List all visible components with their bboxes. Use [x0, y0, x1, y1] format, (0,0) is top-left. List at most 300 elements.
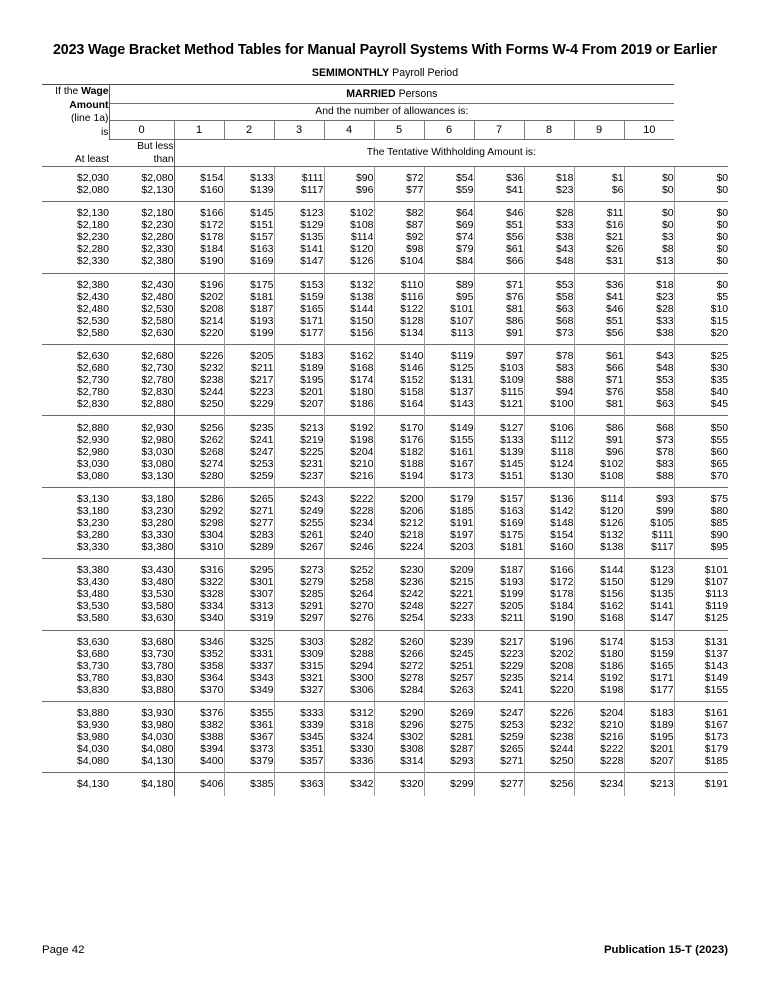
cell-withholding-amount-0: $352	[200, 647, 224, 660]
cell-withholding-amount-3: $138	[324, 291, 374, 303]
cell-withholding-amount-10: $45	[674, 398, 728, 416]
cell-withholding-amount-9: $129	[624, 576, 674, 588]
cell-withholding-amount-2: $291	[274, 600, 324, 612]
cell-withholding-amount-5: $251	[424, 660, 474, 672]
cell-withholding-amount-1: $361	[224, 719, 274, 731]
table-row	[42, 219, 728, 231]
cell-at-least: $2,980	[76, 445, 109, 458]
cell-withholding-amount-5: $161	[424, 446, 474, 458]
cell-withholding-amount-3: $234	[324, 517, 374, 529]
cell-withholding-amount-5: $131	[424, 374, 474, 386]
cell-withholding-amount-3: $246	[324, 541, 374, 559]
cell-withholding-amount-4: $146	[374, 362, 424, 374]
cell-at-least: $3,430	[76, 576, 109, 589]
cell-withholding-amount-7: $202	[524, 648, 574, 660]
cell-withholding-amount-2: $195	[274, 374, 324, 386]
table-header-section	[42, 85, 728, 167]
cell-withholding-amount-5: $257	[424, 672, 474, 684]
cell-withholding-amount-8: $31	[574, 255, 624, 273]
cell-withholding-amount-6: $97	[474, 345, 524, 362]
cell-withholding-amount-9: $105	[624, 517, 674, 529]
cell-withholding-amount-10: $107	[674, 576, 728, 588]
cell-withholding-amount-3: $276	[324, 612, 374, 630]
cell-withholding-amount-4: $212	[374, 517, 424, 529]
cell-withholding-amount-3: $144	[324, 303, 374, 315]
cell-withholding-amount-7: $214	[524, 672, 574, 684]
cell-but-less-than: $2,330	[109, 243, 174, 255]
cell-withholding-amount-1: $295	[224, 559, 274, 576]
cell-withholding-amount-7: $244	[524, 743, 574, 755]
cell-withholding-amount-8: $102	[574, 458, 624, 470]
cell-withholding-amount-9: $18	[624, 274, 674, 291]
cell-withholding-amount-9: $141	[624, 600, 674, 612]
cell-withholding-amount-2: $201	[274, 386, 324, 398]
table-row	[42, 631, 728, 648]
cell-withholding-amount-5: $64	[424, 202, 474, 219]
cell-withholding-amount-8: $120	[574, 505, 624, 517]
cell-withholding-amount-9: $38	[624, 327, 674, 345]
cell-but-less-than: $4,080	[109, 743, 174, 755]
cell-withholding-amount-2: $135	[274, 231, 324, 243]
cell-withholding-amount-7: $196	[524, 631, 574, 648]
cell-withholding-amount-6: $247	[474, 702, 524, 719]
cell-withholding-amount-10: $173	[674, 731, 728, 743]
cell-withholding-amount-8: $91	[574, 434, 624, 446]
cell-withholding-amount-3: $108	[324, 219, 374, 231]
cell-withholding-amount-6: $139	[474, 446, 524, 458]
cell-withholding-amount-5: $119	[424, 345, 474, 362]
cell-at-least: $4,130	[76, 778, 109, 791]
cell-withholding-amount-4: $242	[374, 588, 424, 600]
cell-withholding-amount-7: $38	[524, 231, 574, 243]
cell-but-less-than: $2,830	[109, 386, 174, 398]
cell-withholding-amount-9: $53	[624, 374, 674, 386]
cell-withholding-amount-4: $170	[374, 416, 424, 433]
cell-withholding-amount-2: $327	[274, 684, 324, 702]
cell-withholding-amount-1: $175	[224, 274, 274, 291]
filing-status-header	[109, 85, 674, 104]
cell-withholding-amount-9: $213	[624, 773, 674, 795]
table-row	[42, 719, 728, 731]
cell-withholding-amount-7: $148	[524, 517, 574, 529]
wage-header-line1-bold: Wage Amount	[69, 86, 109, 111]
cell-at-least: $2,630	[76, 350, 109, 363]
table-row	[42, 529, 728, 541]
cell-but-less-than: $2,380	[109, 255, 174, 273]
cell-withholding-amount-2: $339	[274, 719, 324, 731]
than-label: than	[153, 153, 174, 165]
cell-at-least: $3,130	[76, 492, 109, 505]
cell-withholding-amount-8: $156	[574, 588, 624, 600]
cell-withholding-amount-8: $76	[574, 386, 624, 398]
cell-withholding-amount-9: $177	[624, 684, 674, 702]
cell-withholding-amount-5: $59	[424, 184, 474, 202]
cell-withholding-amount-0: $328	[200, 588, 224, 601]
cell-at-least: $2,730	[76, 374, 109, 387]
cell-withholding-amount-3: $270	[324, 600, 374, 612]
cell-withholding-amount-1: $367	[224, 731, 274, 743]
cell-withholding-amount-7: $118	[524, 446, 574, 458]
cell-withholding-amount-1: $253	[224, 458, 274, 470]
cell-withholding-amount-8: $6	[574, 184, 624, 202]
cell-withholding-amount-1: $289	[224, 541, 274, 559]
cell-at-least: $3,980	[76, 731, 109, 744]
cell-withholding-amount-8: $186	[574, 660, 624, 672]
cell-withholding-amount-6: $145	[474, 458, 524, 470]
cell-withholding-amount-9: $153	[624, 631, 674, 648]
cell-withholding-amount-9: $201	[624, 743, 674, 755]
cell-withholding-amount-2: $147	[274, 255, 324, 273]
cell-withholding-amount-3: $252	[324, 559, 374, 576]
cell-but-less-than: $2,930	[109, 416, 174, 433]
cell-withholding-amount-5: $173	[424, 470, 474, 488]
cell-withholding-amount-9: $23	[624, 291, 674, 303]
cell-withholding-amount-2: $351	[274, 743, 324, 755]
cell-withholding-amount-8: $41	[574, 291, 624, 303]
cell-withholding-amount-0: $208	[200, 302, 224, 315]
cell-withholding-amount-0: $376	[200, 707, 224, 720]
cell-withholding-amount-6: $253	[474, 719, 524, 731]
table-row	[42, 541, 728, 559]
cell-withholding-amount-7: $190	[524, 612, 574, 630]
cell-withholding-amount-6: $133	[474, 434, 524, 446]
cell-withholding-amount-4: $116	[374, 291, 424, 303]
table-row	[42, 243, 728, 255]
cell-withholding-amount-2: $153	[274, 274, 324, 291]
cell-withholding-amount-1: $271	[224, 505, 274, 517]
cell-withholding-amount-4: $194	[374, 470, 424, 488]
cell-withholding-amount-10: $137	[674, 648, 728, 660]
cell-withholding-amount-5: $191	[424, 517, 474, 529]
table-row	[42, 505, 728, 517]
at-least-label: At least	[75, 153, 109, 165]
cell-at-least: $3,780	[76, 671, 109, 684]
cell-withholding-amount-9: $159	[624, 648, 674, 660]
page-title: 2023 Wage Bracket Method Tables for Manual Payroll Systems With Forms W-4 From 2019 or Earlier	[53, 42, 717, 58]
allowance-col-0: 0	[109, 121, 174, 140]
cell-but-less-than: $2,880	[109, 398, 174, 416]
cell-withholding-amount-4: $140	[374, 345, 424, 362]
cell-withholding-amount-8: $11	[574, 202, 624, 219]
cell-withholding-amount-3: $228	[324, 505, 374, 517]
cell-withholding-amount-5: $233	[424, 612, 474, 630]
cell-withholding-amount-4: $92	[374, 231, 424, 243]
table-row	[42, 702, 728, 719]
cell-withholding-amount-10: $191	[674, 773, 728, 795]
cell-withholding-amount-10: $161	[674, 702, 728, 719]
cell-withholding-amount-2: $273	[274, 559, 324, 576]
table-row	[42, 559, 728, 576]
cell-withholding-amount-7: $154	[524, 529, 574, 541]
cell-withholding-amount-6: $76	[474, 291, 524, 303]
cell-withholding-amount-3: $318	[324, 719, 374, 731]
cell-withholding-amount-0: $160	[200, 184, 224, 197]
cell-withholding-amount-8: $61	[574, 345, 624, 362]
cell-withholding-amount-3: $126	[324, 255, 374, 273]
table-row	[42, 315, 728, 327]
cell-withholding-amount-7: $88	[524, 374, 574, 386]
cell-but-less-than: $3,930	[109, 702, 174, 719]
cell-but-less-than: $2,680	[109, 345, 174, 362]
cell-withholding-amount-0: $202	[200, 290, 224, 303]
table-row	[42, 327, 728, 345]
allowances-label: And the number of allowances is:	[109, 103, 674, 120]
cell-but-less-than: $2,980	[109, 434, 174, 446]
cell-at-least: $3,580	[76, 612, 109, 625]
table-row	[42, 362, 728, 374]
cell-withholding-amount-0: $292	[200, 504, 224, 517]
cell-withholding-amount-2: $207	[274, 398, 324, 416]
table-row	[42, 576, 728, 588]
cell-withholding-amount-2: $249	[274, 505, 324, 517]
cell-withholding-amount-9: $165	[624, 660, 674, 672]
cell-withholding-amount-7: $130	[524, 470, 574, 488]
cell-but-less-than: $4,030	[109, 731, 174, 743]
cell-withholding-amount-3: $102	[324, 202, 374, 219]
cell-withholding-amount-4: $134	[374, 327, 424, 345]
cell-withholding-amount-6: $181	[474, 541, 524, 559]
cell-withholding-amount-0: $250	[200, 398, 224, 411]
cell-withholding-amount-8: $138	[574, 541, 624, 559]
cell-withholding-amount-5: $275	[424, 719, 474, 731]
cell-withholding-amount-10: $85	[674, 517, 728, 529]
cell-withholding-amount-1: $169	[224, 255, 274, 273]
cell-withholding-amount-9: $93	[624, 488, 674, 505]
cell-withholding-amount-5: $125	[424, 362, 474, 374]
cell-withholding-amount-6: $51	[474, 219, 524, 231]
cell-at-least: $2,230	[76, 231, 109, 244]
wage-header-line1-pre: If the	[55, 86, 82, 97]
cell-withholding-amount-5: $239	[424, 631, 474, 648]
cell-withholding-amount-2: $279	[274, 576, 324, 588]
cell-withholding-amount-1: $265	[224, 488, 274, 505]
page-footer	[42, 944, 728, 956]
cell-withholding-amount-4: $82	[374, 202, 424, 219]
cell-withholding-amount-2: $303	[274, 631, 324, 648]
cell-withholding-amount-7: $136	[524, 488, 574, 505]
cell-withholding-amount-2: $129	[274, 219, 324, 231]
cell-withholding-amount-4: $206	[374, 505, 424, 517]
allowance-col-7: 7	[474, 121, 524, 140]
cell-withholding-amount-4: $188	[374, 458, 424, 470]
cell-withholding-amount-1: $343	[224, 672, 274, 684]
cell-withholding-amount-2: $237	[274, 470, 324, 488]
cell-withholding-amount-8: $144	[574, 559, 624, 576]
cell-withholding-amount-1: $337	[224, 660, 274, 672]
cell-withholding-amount-3: $192	[324, 416, 374, 433]
cell-withholding-amount-1: $229	[224, 398, 274, 416]
cell-withholding-amount-1: $187	[224, 303, 274, 315]
cell-withholding-amount-1: $133	[224, 167, 274, 184]
cell-withholding-amount-10: $155	[674, 684, 728, 702]
table-row	[42, 345, 728, 362]
cell-at-least: $2,280	[76, 243, 109, 256]
cell-withholding-amount-4: $230	[374, 559, 424, 576]
cell-withholding-amount-6: $56	[474, 231, 524, 243]
cell-withholding-amount-2: $189	[274, 362, 324, 374]
cell-withholding-amount-7: $58	[524, 291, 574, 303]
cell-withholding-amount-9: $183	[624, 702, 674, 719]
cell-withholding-amount-4: $248	[374, 600, 424, 612]
cell-at-least: $2,430	[76, 290, 109, 303]
cell-but-less-than: $3,980	[109, 719, 174, 731]
cell-at-least: $3,330	[76, 540, 109, 553]
cell-withholding-amount-9: $99	[624, 505, 674, 517]
cell-withholding-amount-3: $210	[324, 458, 374, 470]
cell-at-least: $2,580	[76, 326, 109, 339]
cell-withholding-amount-7: $238	[524, 731, 574, 743]
cell-withholding-amount-2: $285	[274, 588, 324, 600]
cell-at-least: $3,030	[76, 457, 109, 470]
cell-withholding-amount-10: $15	[674, 315, 728, 327]
cell-withholding-amount-10: $20	[674, 327, 728, 345]
cell-withholding-amount-7: $48	[524, 255, 574, 273]
cell-withholding-amount-3: $132	[324, 274, 374, 291]
cell-withholding-amount-2: $297	[274, 612, 324, 630]
cell-withholding-amount-9: $135	[624, 588, 674, 600]
table-row	[42, 255, 728, 273]
cell-withholding-amount-5: $167	[424, 458, 474, 470]
cell-withholding-amount-5: $137	[424, 386, 474, 398]
cell-at-least: $2,080	[76, 184, 109, 197]
cell-withholding-amount-7: $83	[524, 362, 574, 374]
cell-withholding-amount-4: $218	[374, 529, 424, 541]
cell-withholding-amount-0: $364	[200, 671, 224, 684]
cell-withholding-amount-0: $298	[200, 516, 224, 529]
cell-withholding-amount-1: $139	[224, 184, 274, 202]
cell-withholding-amount-4: $284	[374, 684, 424, 702]
cell-withholding-amount-5: $281	[424, 731, 474, 743]
cell-withholding-amount-5: $209	[424, 559, 474, 576]
cell-withholding-amount-0: $262	[200, 433, 224, 446]
cell-withholding-amount-9: $13	[624, 255, 674, 273]
cell-withholding-amount-1: $181	[224, 291, 274, 303]
cell-withholding-amount-4: $254	[374, 612, 424, 630]
cell-withholding-amount-2: $159	[274, 291, 324, 303]
cell-withholding-amount-8: $51	[574, 315, 624, 327]
cell-withholding-amount-8: $132	[574, 529, 624, 541]
cell-withholding-amount-5: $74	[424, 231, 474, 243]
cell-withholding-amount-4: $87	[374, 219, 424, 231]
cell-withholding-amount-9: $111	[624, 529, 674, 541]
cell-withholding-amount-8: $36	[574, 274, 624, 291]
cell-at-least: $2,780	[76, 386, 109, 399]
cell-withholding-amount-2: $315	[274, 660, 324, 672]
allowance-col-8: 8	[524, 121, 574, 140]
table-row	[42, 755, 728, 773]
cell-withholding-amount-5: $287	[424, 743, 474, 755]
cell-withholding-amount-7: $178	[524, 588, 574, 600]
cell-withholding-amount-10: $101	[674, 559, 728, 576]
cell-withholding-amount-4: $302	[374, 731, 424, 743]
cell-withholding-amount-7: $250	[524, 755, 574, 773]
table-row	[42, 202, 728, 219]
cell-withholding-amount-7: $23	[524, 184, 574, 202]
cell-withholding-amount-0: $238	[200, 374, 224, 387]
cell-withholding-amount-3: $222	[324, 488, 374, 505]
cell-but-less-than: $3,230	[109, 505, 174, 517]
cell-withholding-amount-5: $215	[424, 576, 474, 588]
cell-withholding-amount-8: $16	[574, 219, 624, 231]
cell-withholding-amount-7: $18	[524, 167, 574, 184]
cell-withholding-amount-10: $0	[674, 219, 728, 231]
cell-but-less-than: $4,180	[109, 773, 174, 795]
cell-withholding-amount-10: $75	[674, 488, 728, 505]
cell-but-less-than: $3,330	[109, 529, 174, 541]
cell-withholding-amount-10: $40	[674, 386, 728, 398]
cell-withholding-amount-3: $294	[324, 660, 374, 672]
cell-withholding-amount-8: $150	[574, 576, 624, 588]
cell-withholding-amount-4: $314	[374, 755, 424, 773]
cell-withholding-amount-3: $312	[324, 702, 374, 719]
cell-withholding-amount-6: $157	[474, 488, 524, 505]
cell-at-least: $4,080	[76, 755, 109, 768]
allowance-col-6: 6	[424, 121, 474, 140]
cell-withholding-amount-7: $63	[524, 303, 574, 315]
cell-withholding-amount-7: $184	[524, 600, 574, 612]
cell-withholding-amount-4: $290	[374, 702, 424, 719]
cell-withholding-amount-5: $84	[424, 255, 474, 273]
cell-withholding-amount-3: $336	[324, 755, 374, 773]
but-less-than-header	[109, 139, 174, 166]
cell-withholding-amount-10: $35	[674, 374, 728, 386]
cell-withholding-amount-9: $58	[624, 386, 674, 398]
cell-withholding-amount-9: $8	[624, 243, 674, 255]
table-row	[42, 672, 728, 684]
cell-withholding-amount-0: $286	[200, 492, 224, 505]
cell-withholding-amount-5: $54	[424, 167, 474, 184]
cell-withholding-amount-2: $141	[274, 243, 324, 255]
cell-at-least: $2,830	[76, 398, 109, 411]
cell-withholding-amount-7: $172	[524, 576, 574, 588]
cell-withholding-amount-4: $98	[374, 243, 424, 255]
cell-withholding-amount-4: $278	[374, 672, 424, 684]
cell-withholding-amount-8: $162	[574, 600, 624, 612]
cell-withholding-amount-8: $180	[574, 648, 624, 660]
cell-withholding-amount-8: $216	[574, 731, 624, 743]
cell-withholding-amount-10: $143	[674, 660, 728, 672]
cell-at-least: $4,030	[76, 743, 109, 756]
allowance-col-5: 5	[374, 121, 424, 140]
cell-withholding-amount-6: $121	[474, 398, 524, 416]
cell-withholding-amount-1: $145	[224, 202, 274, 219]
cell-withholding-amount-0: $166	[200, 207, 224, 220]
at-least-header	[42, 139, 109, 166]
page-number: Page 42	[42, 944, 85, 956]
cell-withholding-amount-3: $114	[324, 231, 374, 243]
table-row	[42, 398, 728, 416]
cell-at-least: $2,930	[76, 433, 109, 446]
cell-withholding-amount-8: $108	[574, 470, 624, 488]
table-row	[42, 470, 728, 488]
cell-withholding-amount-4: $128	[374, 315, 424, 327]
cell-withholding-amount-3: $258	[324, 576, 374, 588]
filing-status-bold: MARRIED	[346, 87, 396, 100]
cell-withholding-amount-6: $86	[474, 315, 524, 327]
cell-withholding-amount-6: $163	[474, 505, 524, 517]
cell-withholding-amount-2: $165	[274, 303, 324, 315]
cell-withholding-amount-0: $256	[200, 421, 224, 434]
cell-withholding-amount-5: $155	[424, 434, 474, 446]
cell-withholding-amount-10: $185	[674, 755, 728, 773]
cell-but-less-than: $2,180	[109, 202, 174, 219]
cell-withholding-amount-7: $166	[524, 559, 574, 576]
table-body	[42, 166, 728, 795]
cell-withholding-amount-3: $306	[324, 684, 374, 702]
cell-withholding-amount-5: $179	[424, 488, 474, 505]
cell-withholding-amount-9: $171	[624, 672, 674, 684]
cell-withholding-amount-1: $283	[224, 529, 274, 541]
